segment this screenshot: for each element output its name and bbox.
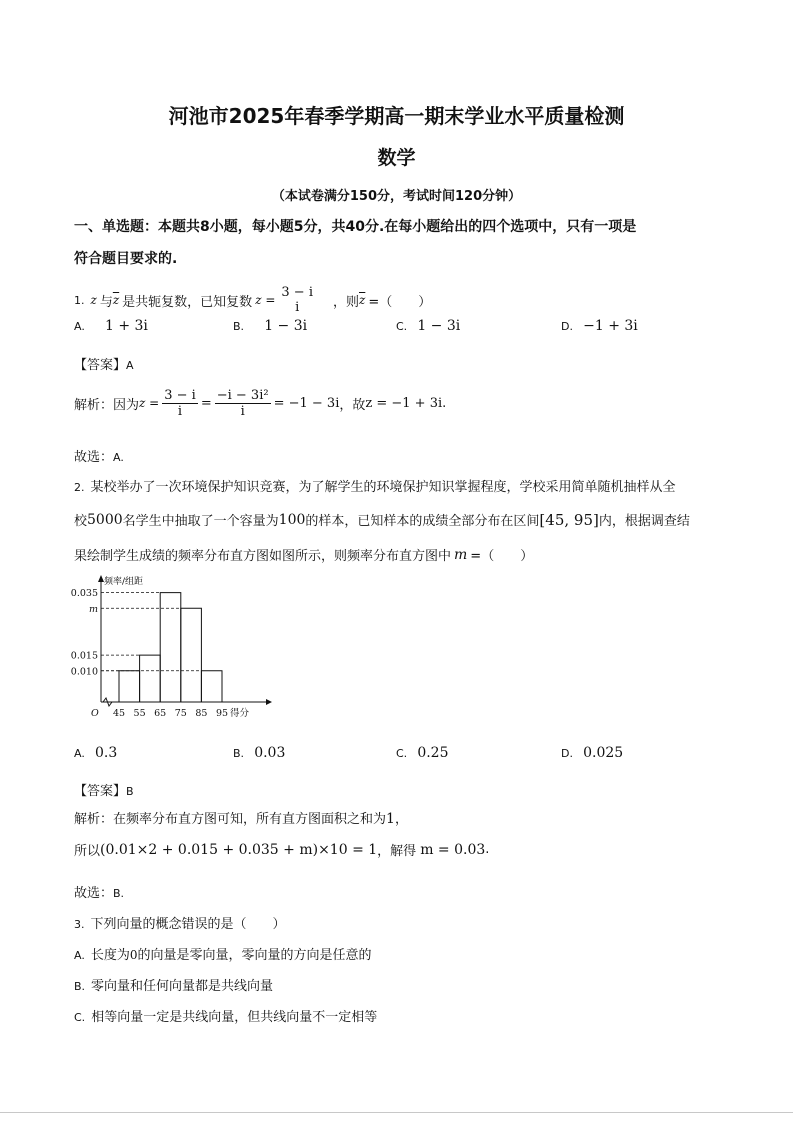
origin-label: O xyxy=(91,708,99,719)
q3-option-a-text-b: 的向量是零向量，零向量的方向是任意的 xyxy=(137,948,372,963)
q3-option-c-label: C. xyxy=(74,1011,86,1024)
q2-line2-d: 内，根据调查结 xyxy=(598,514,690,529)
q2-line2-b: 名学生中抽取了一个容量为 xyxy=(122,514,279,529)
q1-option-b xyxy=(233,318,307,334)
q3-number: 3. xyxy=(74,918,85,931)
q2-option-c-label: C. xyxy=(396,747,408,760)
q2-analysis-result: m = 0.03 xyxy=(420,841,486,858)
histogram-bar xyxy=(160,593,181,702)
q3-option-b-text: 零向量和任何向量都是共线向量 xyxy=(91,979,274,994)
q2-line2 xyxy=(74,510,690,529)
q1-option-d xyxy=(561,318,638,334)
q3-option-a-zero: 0 xyxy=(129,948,138,962)
section-heading-line1: 一、单选题：本题共8小题，每小题5分，共40分.在每小题给出的四个选项中，只有一项是 xyxy=(74,219,637,235)
q2-line3-a: 果绘制学生成绩的频率分布直方图如图所示，则频率分布直方图中 xyxy=(74,549,452,564)
q1-fraction xyxy=(279,285,315,315)
q3-option-c-text: 相等向量一定是共线向量，但共线向量不一定相等 xyxy=(91,1010,378,1025)
q1-analysis xyxy=(74,383,446,423)
q1-option-b-label: B. xyxy=(233,320,245,333)
paper-title: 河池市2025年春季学期高一期末学业水平质量检测 xyxy=(168,104,625,128)
q1-option-b-value: 1 − 3i xyxy=(264,318,308,334)
q2-analysis-2b: ，解得 xyxy=(377,844,417,859)
section-heading-line2: 符合题目要求的. xyxy=(74,251,178,267)
q1-analysis-frac1 xyxy=(162,388,198,419)
q2-line2-a: 校 xyxy=(74,514,88,529)
q1-analysis-frac1-den: i xyxy=(177,403,183,419)
q1-z: z xyxy=(90,293,97,307)
q2-analysis-2a: 所以 xyxy=(74,844,101,859)
q2-option-b-label: B. xyxy=(233,747,245,760)
q2-option-c xyxy=(396,745,449,761)
q2-interval: [45, 95] xyxy=(539,510,599,529)
q1-choose-value: A. xyxy=(113,451,124,464)
q1-analysis-eq: = xyxy=(200,395,212,411)
question-1-stem xyxy=(74,280,431,320)
q2-n5000: 5000 xyxy=(87,511,123,528)
q2-option-a-label: A. xyxy=(74,747,85,760)
q1-option-d-label: D. xyxy=(561,320,573,333)
q1-choose xyxy=(74,446,124,465)
q1-analysis-b: ，故 xyxy=(339,397,366,413)
y-tick-label: 0.035 xyxy=(70,588,98,600)
y-tick-label: 0.010 xyxy=(70,666,98,678)
q2-n100: 100 xyxy=(278,511,306,528)
q1-option-a-label: A. xyxy=(74,320,85,333)
q1-answer-label: 【答案】 xyxy=(74,358,127,373)
q1-analysis-frac2-den: i xyxy=(240,403,245,419)
q3-stem-text: 下列向量的概念错误的是（ ） xyxy=(90,917,286,932)
x-tick-label: 75 xyxy=(174,708,187,719)
q1-analysis-zbar: z = −1 + 3i xyxy=(365,395,443,411)
q1-option-a xyxy=(74,318,148,334)
q1-zbar2: $\overline{z}$ xyxy=(359,293,366,307)
q1-answer-value: A xyxy=(126,359,134,372)
x-tick-label: 55 xyxy=(133,708,146,719)
q2-option-c-value: 0.25 xyxy=(417,745,449,761)
x-axis-label: 得分 xyxy=(230,708,250,719)
q2-line1 xyxy=(74,476,676,495)
q2-analysis-1a: 解析：在频率分布直方图可知，所有直方图面积之和为 xyxy=(74,812,387,827)
q2-analysis-line2 xyxy=(74,840,489,859)
q1-frac-num: 3 − i xyxy=(281,285,313,300)
q1-text-d: =（ ） xyxy=(368,294,432,310)
q1-text-b: 是共轭复数，已知复数 xyxy=(122,294,253,310)
q1-analysis-frac1-num: 3 − i xyxy=(164,387,196,403)
q1-option-c-value: 1 − 3i xyxy=(417,318,461,334)
y-tick-label: 0.015 xyxy=(70,650,98,662)
q2-line3-b: =（ ） xyxy=(470,549,534,564)
q3-option-a-label: A. xyxy=(74,949,85,962)
q3-option-b xyxy=(74,975,273,994)
q1-analysis-a: 解析：因为 xyxy=(74,397,140,413)
q1-number: 1. xyxy=(74,293,85,307)
q1-analysis-result: = −1 − 3i xyxy=(273,395,340,411)
q2-choose-label: 故选： xyxy=(74,886,114,901)
q1-option-a-value: 1 + 3i xyxy=(104,318,148,334)
q3-stem xyxy=(74,913,286,932)
q2-analysis-line1 xyxy=(74,808,408,827)
q1-frac-den: i xyxy=(295,300,300,315)
q2-m: m xyxy=(454,546,468,563)
x-tick-label: 85 xyxy=(195,708,208,719)
q1-analysis-end: . xyxy=(442,395,447,411)
q2-analysis-1c: ， xyxy=(394,812,408,827)
q1-analysis-z: z = xyxy=(139,396,160,410)
x-axis-arrow xyxy=(266,699,272,705)
histogram-bar xyxy=(119,671,140,702)
q1-analysis-frac2 xyxy=(215,388,271,419)
q1-zbar: $\overline{z}$ xyxy=(112,293,120,307)
q2-answer-label: 【答案】 xyxy=(74,784,127,799)
q1-choose-label: 故选： xyxy=(74,450,114,465)
histogram-chart xyxy=(70,572,274,727)
x-tick-label: 65 xyxy=(154,708,167,719)
q2-answer-value: B xyxy=(126,785,134,798)
q2-line2-c: 的样本，已知样本的成绩全部分布在区间 xyxy=(305,514,540,529)
q1-analysis-frac2-num: −i − 3i² xyxy=(216,387,269,403)
q2-analysis-2c: . xyxy=(485,842,490,857)
q1-option-c xyxy=(396,318,460,334)
q2-choose xyxy=(74,882,124,901)
page-bottom-divider xyxy=(0,1112,793,1113)
q2-option-a-value: 0.3 xyxy=(94,745,118,761)
q1-text-c: ，则 xyxy=(332,294,359,310)
q1-text-a: 与 xyxy=(99,294,113,310)
histogram-bar xyxy=(181,608,202,702)
y-tick-label: m xyxy=(88,603,98,615)
exam-info: （本试卷满分150分，考试时间120分钟） xyxy=(271,189,522,204)
q2-choose-value: B. xyxy=(113,887,125,900)
q1-eq-lhs: z = xyxy=(255,293,276,307)
q2-option-b xyxy=(233,745,285,761)
y-axis-title: 频率/组距 xyxy=(104,577,144,587)
q2-analysis-equation: (0.01×2 + 0.015 + 0.035 + m)×10 = 1 xyxy=(100,841,378,858)
q2-option-b-value: 0.03 xyxy=(254,745,286,761)
q2-option-d-label: D. xyxy=(561,747,573,760)
q2-line3 xyxy=(74,545,533,564)
q2-analysis-1b: 1 xyxy=(386,811,395,827)
q3-option-c xyxy=(74,1006,377,1025)
q3-option-a xyxy=(74,944,372,963)
q1-option-c-label: C. xyxy=(396,320,408,333)
q2-option-d-value: 0.025 xyxy=(583,745,624,761)
x-tick-label: 95 xyxy=(215,708,229,719)
q2-line1-text: 某校举办了一次环境保护知识竞赛，为了解学生的环境保护知识掌握程度，学校采用简单随机抽样从全 xyxy=(90,480,676,495)
x-tick-label: 45 xyxy=(112,708,126,719)
q1-answer xyxy=(74,354,134,373)
histogram-bar xyxy=(201,671,222,702)
q2-number: 2. xyxy=(74,481,85,494)
q2-answer xyxy=(74,780,134,799)
q3-option-a-text-a: 长度为 xyxy=(90,948,130,963)
histogram-bar xyxy=(140,655,161,702)
q3-option-b-label: B. xyxy=(74,980,86,993)
q2-option-d xyxy=(561,745,623,761)
q2-option-a xyxy=(74,745,117,761)
subject-title: 数学 xyxy=(377,147,416,169)
q1-option-d-value: −1 + 3i xyxy=(583,318,638,334)
